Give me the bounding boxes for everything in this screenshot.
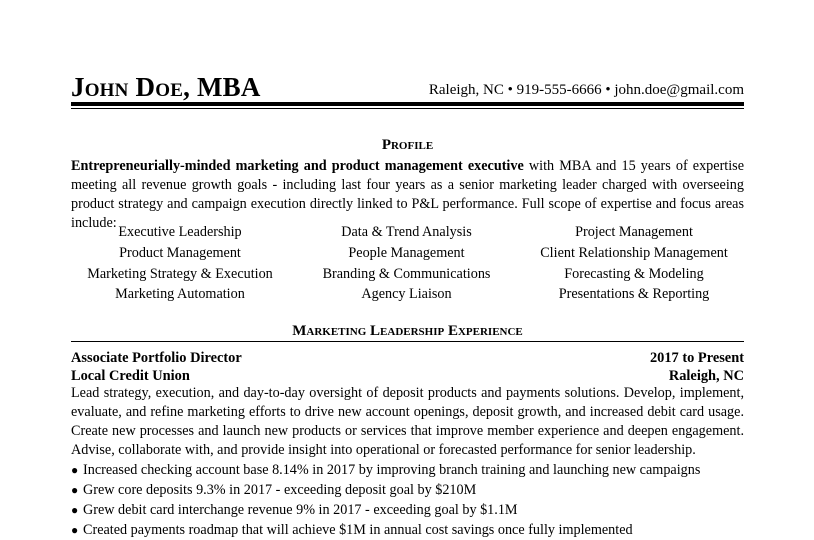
list-item [71,500,744,520]
job-title: Associate Portfolio Director [71,350,242,366]
list-item [71,480,744,500]
skill-item: Marketing Strategy & Execution [87,265,273,282]
skill-item: Project Management [575,224,693,240]
header-rule-thin [71,108,744,109]
skill-item: Forecasting & Modeling [564,265,704,282]
bullet-icon: ● [71,483,79,497]
achievement-text: Created payments roadmap that will achieve $1M in annual cost savings once fully implemented [83,522,633,538]
experience-rule [71,341,744,342]
skill-item: Product Management [119,244,241,261]
achievement-list [71,460,744,540]
contact-info: Raleigh, NC • 919-555-6666 • john.doe@gmail.com [428,82,744,98]
skill-item: People Management [348,244,465,261]
job-company: Local Credit Union [71,368,190,384]
experience-heading: Marketing Leadership Experience [292,323,523,339]
skills-grid [71,222,744,305]
list-item [71,520,744,540]
job-location: Raleigh, NC [668,368,744,384]
achievement-text: Grew debit card interchange revenue 9% in 2017 - exceeding goal by $1.1M [83,502,518,518]
achievement-text: Grew core deposits 9.3% in 2017 - exceeding deposit goal by $210M [83,482,477,498]
resume-header [71,72,744,102]
header-rule-thick [71,102,744,106]
profile-text: with MBA and 15 years of expertise meeting all revenue growth goals - including last four years as a senior marketing leader charged with overseeing product strategy and campaign execution directly linked to P&L performance. Full scope of expertise and focus areas include: [71,158,744,231]
job-title-row [71,349,744,367]
skill-item: Branding & Communications [322,265,491,282]
bullet-icon: ● [71,523,79,537]
skill-item: Client Relationship Management [540,244,728,261]
job-company-row [71,367,744,385]
list-item [71,460,744,480]
profile-heading: Profile [381,137,434,153]
bullet-icon: ● [71,503,79,517]
skill-item: Executive Leadership [118,224,242,240]
achievement-text: Increased checking account base 8.14% in 2017 by improving branch training and launching new campaigns [83,462,701,478]
skill-item: Data & Trend Analysis [341,224,472,240]
candidate-name: John Doe, MBA [71,72,261,102]
skill-item: Marketing Automation [115,286,245,303]
skill-item: Agency Liaison [361,286,452,303]
job-dates: 2017 to Present [649,350,744,366]
profile-lead: Entrepreneurially-minded marketing and product management executive [71,158,524,174]
job-description: Lead strategy, execution, and day-to-day oversight of deposit products and payments solutions. Develop, implement, evaluate, and refine marketing efforts to drive new account openings, deposit growth, and increased debit card usage. Create new processes and launch new products or services that improve member experience and deepen engagement. Advise, collaborate with, and provide insight into operational or forecasted performance for senior leadership. [71,385,744,458]
skill-item: Presentations & Reporting [558,286,710,303]
bullet-icon: ● [71,463,79,477]
